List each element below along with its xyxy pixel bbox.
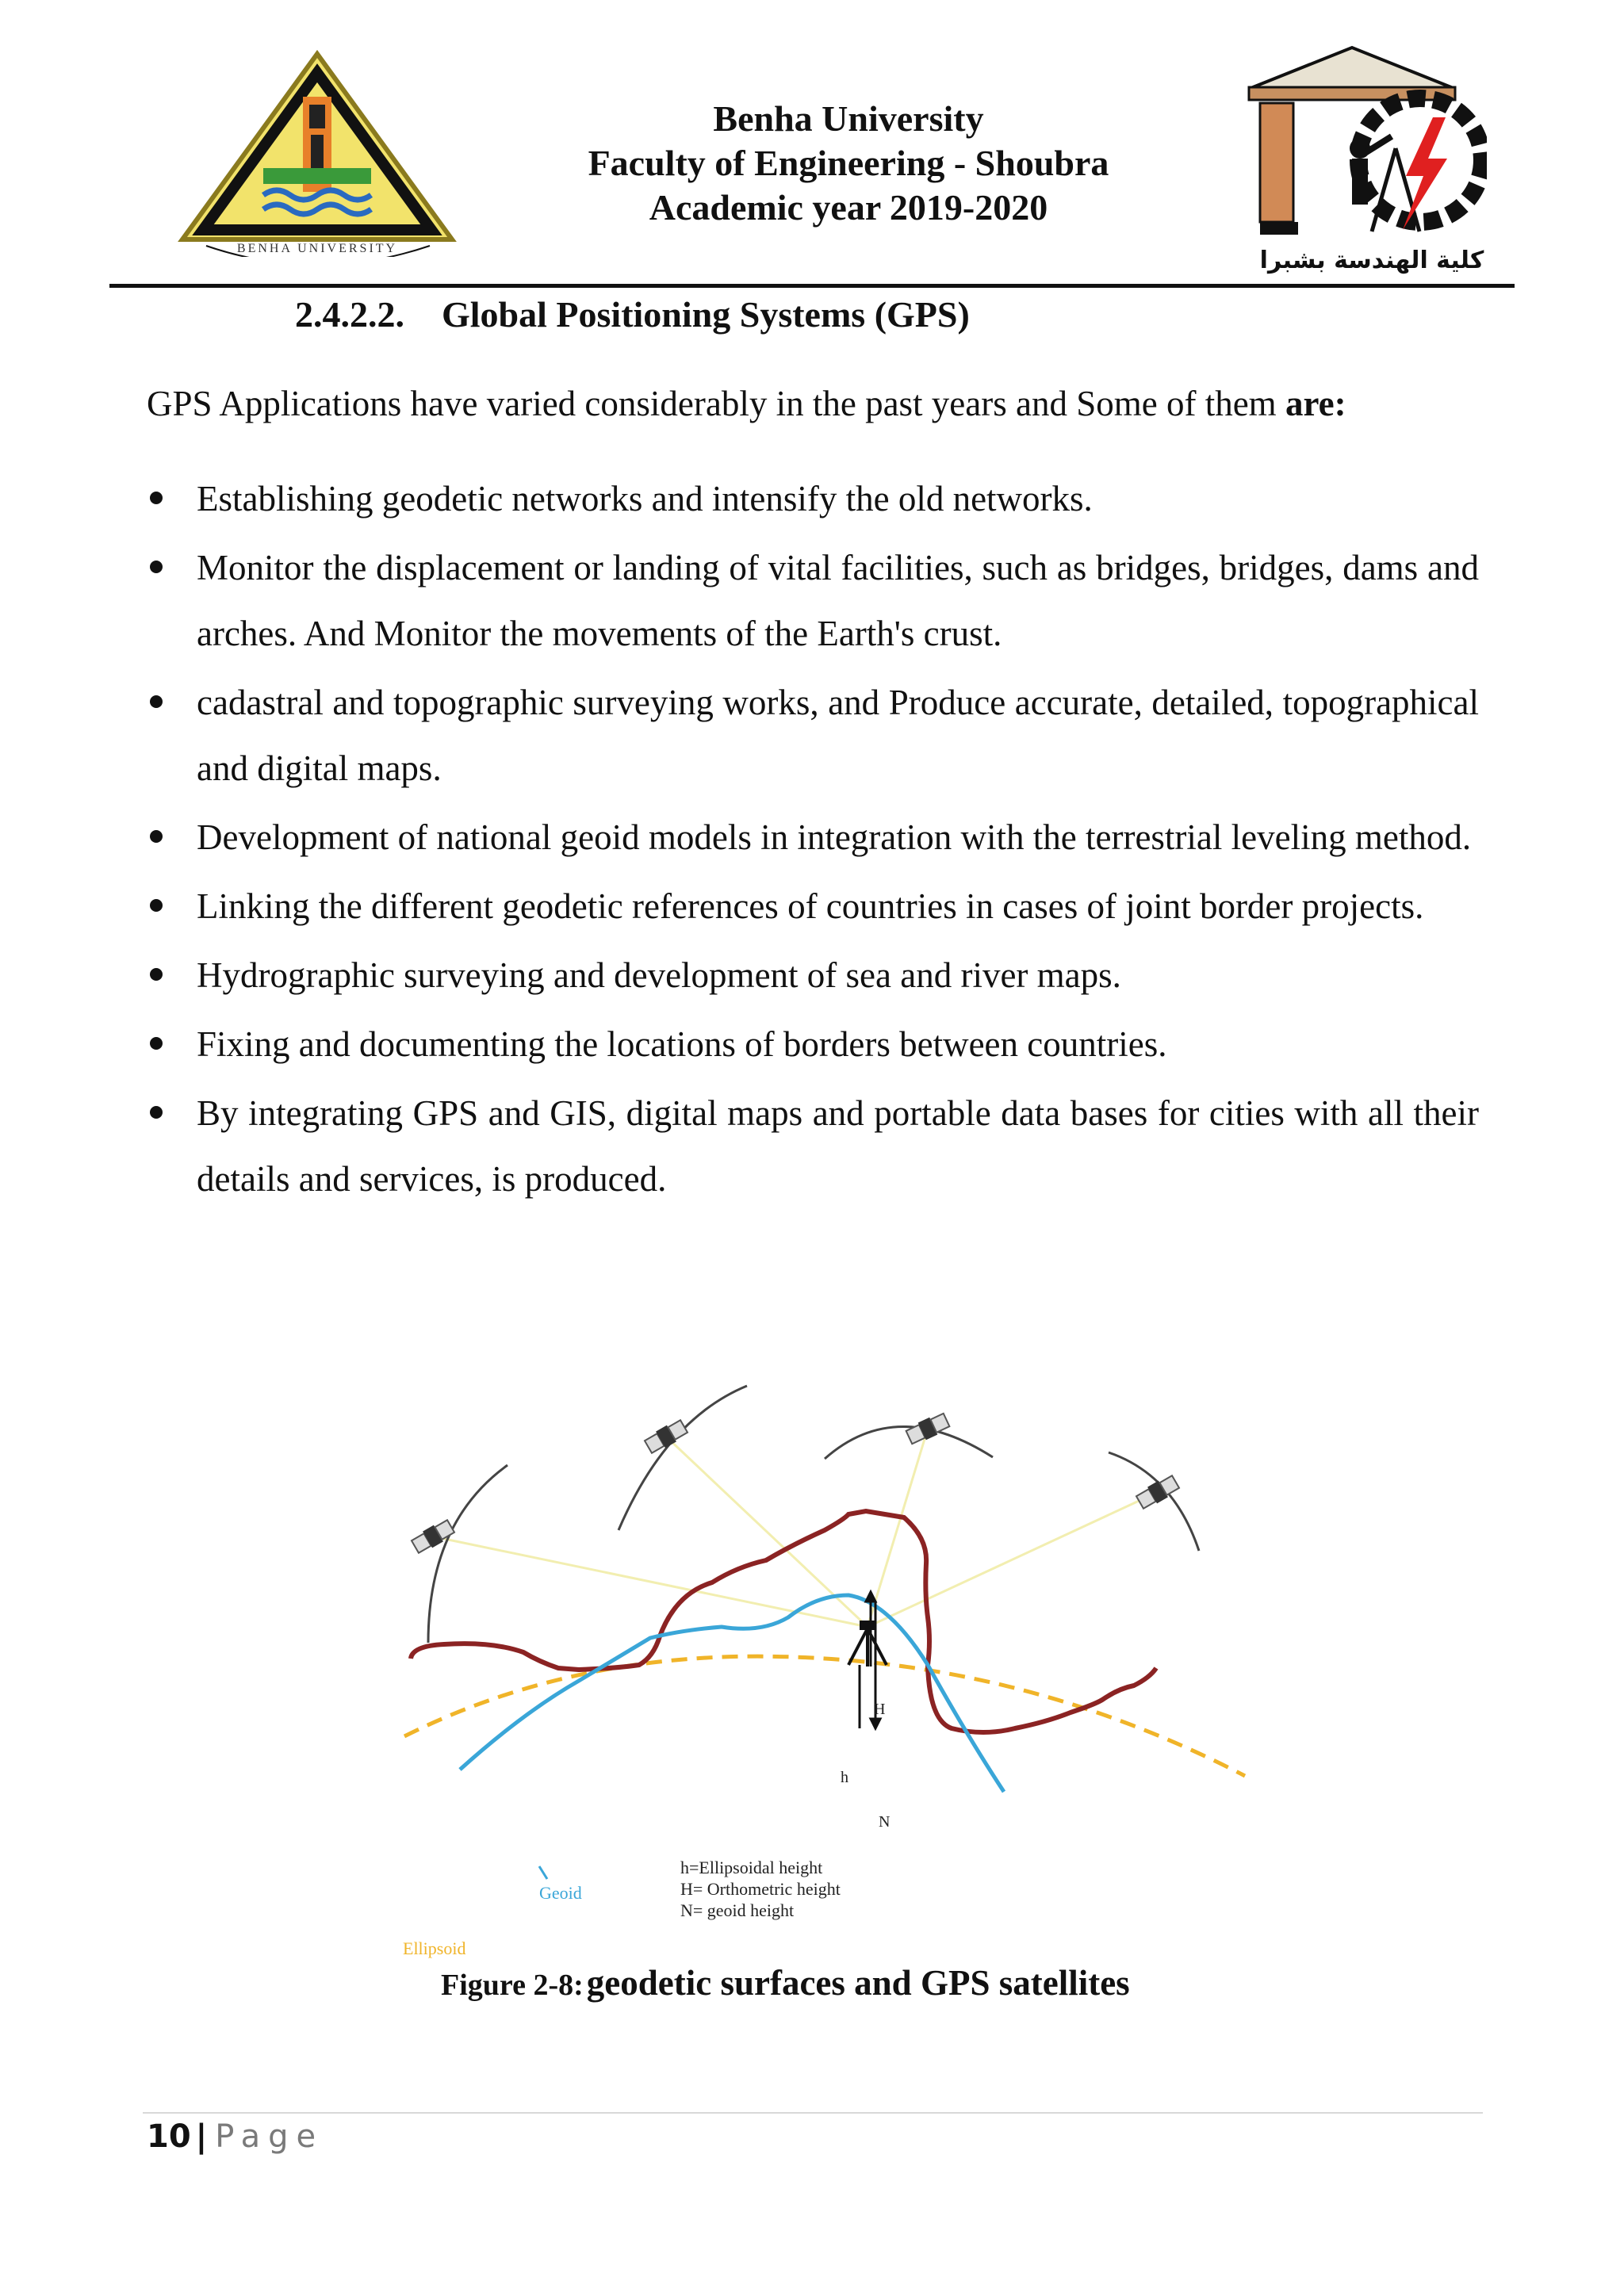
- list-item-text: Linking the different geodetic references of countries in cases of joint border projects.: [197, 886, 1424, 926]
- list-item-text: Development of national geoid models in integration with the terrestrial leveling method.: [197, 817, 1472, 857]
- geoid-pointer: [539, 1866, 547, 1879]
- legend-orthometric-height: H= Orthometric height: [680, 1879, 841, 1899]
- benha-university-logo: [174, 49, 460, 257]
- label-h: h: [841, 1769, 848, 1786]
- section-number: 2.4.2.2.: [295, 294, 404, 335]
- figure-caption: [441, 1962, 1274, 2003]
- ellipsoid-label: Ellipsoid: [403, 1938, 466, 1958]
- header-divider: [109, 284, 1515, 288]
- bullet-icon: [150, 1106, 163, 1119]
- bullet-icon: [150, 1037, 163, 1050]
- geoid-curve: [460, 1595, 1004, 1792]
- list-item: [147, 874, 1479, 939]
- legend-ellipsoidal-height: h=Ellipsoidal height: [680, 1858, 823, 1877]
- section-heading: [295, 293, 970, 335]
- bullet-icon: [150, 695, 163, 708]
- applications-list: [147, 466, 1479, 1215]
- intro-bold: are:: [1285, 384, 1346, 423]
- list-item-text: Hydrographic surveying and development of sea and river maps.: [197, 955, 1121, 995]
- intro-text: GPS Applications have varied considerably in the past years and Some of them: [147, 384, 1285, 423]
- page-number: 10: [147, 2118, 191, 2155]
- figure-label: Figure 2-8:: [441, 1969, 584, 2002]
- faculty-name: Faculty of Engineering - Shoubra: [588, 143, 1109, 183]
- legend-geoid-height: N= geoid height: [680, 1900, 795, 1920]
- ellipsoid-curve: [404, 1656, 1245, 1776]
- footer-divider: [143, 2112, 1483, 2114]
- logo-caption: BENHA UNIVERSITY: [236, 242, 398, 255]
- signal-rays: [433, 1429, 1158, 1627]
- bullet-icon: [150, 492, 163, 504]
- university-name: Benha University: [713, 98, 984, 139]
- list-item: [147, 466, 1479, 532]
- list-item: [147, 670, 1479, 802]
- bullet-icon: [150, 968, 163, 981]
- bullet-icon: [150, 830, 163, 843]
- list-item: [147, 943, 1479, 1008]
- bullet-icon: [150, 899, 163, 912]
- university-header: [515, 97, 1182, 230]
- page-word: Page: [215, 2118, 324, 2155]
- section-title: Global Positioning Systems (GPS): [442, 294, 970, 335]
- page-footer: [147, 2118, 324, 2155]
- intro-paragraph: [147, 379, 1479, 428]
- list-item-text: cadastral and topographic surveying works, and Produce accurate, detailed, topographical and digital maps.: [197, 683, 1479, 788]
- list-item-text: By integrating GPS and GIS, digital maps and portable data bases for cities with all their details and services, is produced.: [197, 1093, 1479, 1199]
- list-item: [147, 1012, 1479, 1077]
- figure-caption-text: geodetic surfaces and GPS satellites: [586, 1963, 1130, 2003]
- list-item: [147, 1081, 1479, 1212]
- figure-legend: [680, 1858, 841, 1920]
- list-item-text: Fixing and documenting the locations of borders between countries.: [197, 1024, 1167, 1064]
- geodetic-surfaces-figure: [381, 1364, 1269, 1990]
- faculty-engineering-logo: [1233, 41, 1487, 279]
- label-N: N: [879, 1813, 891, 1831]
- list-item-text: Establishing geodetic networks and intensify the old networks.: [197, 479, 1093, 519]
- geoid-label: Geoid: [539, 1883, 582, 1903]
- label-H: H: [874, 1701, 886, 1718]
- list-item-text: Monitor the displacement or landing of vital facilities, such as bridges, bridges, dams and arches. And Monitor the movements of the Earth's crust.: [197, 548, 1479, 653]
- satellite-icon: [905, 1411, 950, 1446]
- list-item: [147, 805, 1479, 871]
- satellite-icon: [1135, 1474, 1180, 1511]
- satellite-icon: [410, 1518, 455, 1556]
- footer-separator: |: [195, 2118, 208, 2155]
- bullet-icon: [150, 561, 163, 573]
- list-item: [147, 535, 1479, 667]
- faculty-arabic-name: كلية الهندسة بشبرا: [1259, 247, 1484, 274]
- academic-year: Academic year 2019-2020: [649, 187, 1048, 228]
